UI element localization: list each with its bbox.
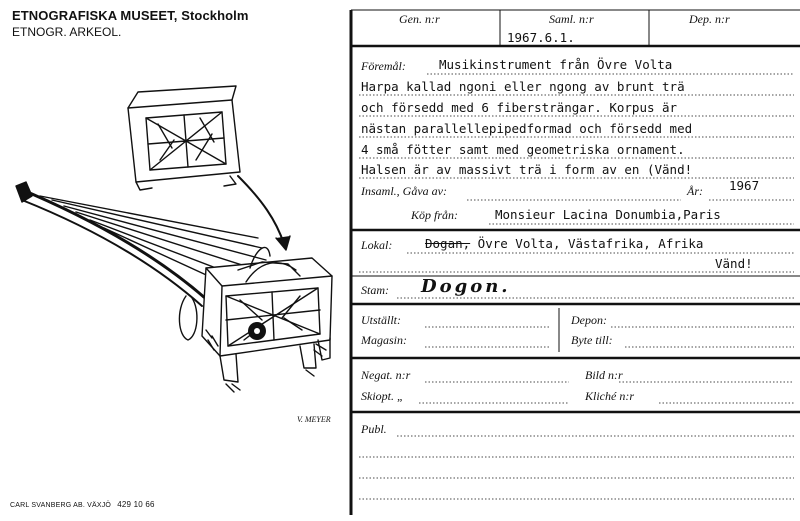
bild-label: Bild n:r <box>585 368 623 382</box>
depon-label: Depon: <box>571 313 607 327</box>
lokal-note: Vänd! <box>715 256 753 271</box>
lokal-text: Övre Volta, Västafrika, Afrika <box>470 236 704 251</box>
illustrator-signature: V. MEYER <box>297 415 331 424</box>
stam-value: Dogon. <box>421 276 511 297</box>
lokal-struck: Dogan, <box>425 236 471 251</box>
foremal-label: Föremål: <box>361 59 406 73</box>
kop-label: Köp från: <box>411 208 459 222</box>
foremal-line-6: Halsen är av massivt trä i form av en (Vänd! <box>361 162 693 177</box>
museum-department: ETNOGR. ARKEOL. <box>12 25 122 39</box>
dep-label: Dep. n:r <box>689 12 730 26</box>
kliche-label: Kliché n:r <box>585 389 634 403</box>
foremal-line-3: och försedd med 6 fibersträngar. Korpus är <box>361 100 678 115</box>
publ-label: Publ. <box>361 422 387 436</box>
insaml-label: Insaml., Gåva av: <box>361 184 447 198</box>
saml-label: Saml. n:r <box>549 12 594 26</box>
lokal-label: Lokal: <box>361 238 393 252</box>
foremal-line-2: Harpa kallad ngoni eller ngong av brunt trä <box>361 79 685 94</box>
gen-label: Gen. n:r <box>399 12 440 26</box>
stam-label: Stam: <box>361 283 389 297</box>
museum-city: Stockholm <box>181 8 249 23</box>
ar-label: År: <box>687 184 703 198</box>
foremal-line-4: nästan parallellepipedformad och försedd med <box>361 121 693 136</box>
foremal-line-1: Musikinstrument från Övre Volta <box>439 57 673 72</box>
magasin-label: Magasin: <box>361 333 407 347</box>
negat-label: Negat. n:r <box>361 368 411 382</box>
byte-label: Byte till: <box>571 333 613 347</box>
museum-name-text: ETNOGRAFISKA MUSEET, <box>12 8 178 23</box>
harp-illustration <box>0 60 348 440</box>
foremal-line-5: 4 små fötter samt med geometriska ornament. <box>361 142 685 157</box>
lokal-value <box>425 236 703 251</box>
utstallt-label: Utställt: <box>361 313 402 327</box>
printer-name: CARL SVANBERG AB. VÄXJÖ <box>10 502 112 509</box>
printer-number: 429 10 66 <box>117 500 155 509</box>
kop-value: Monsieur Lacina Donumbia,Paris <box>495 207 721 222</box>
ar-value: 1967 <box>729 178 760 193</box>
catalog-card <box>349 0 800 521</box>
saml-value: 1967.6.1. <box>507 30 575 45</box>
museum-name <box>12 8 249 23</box>
printer-imprint <box>10 500 155 509</box>
skiopt-label: Skiopt. „ <box>361 389 404 403</box>
